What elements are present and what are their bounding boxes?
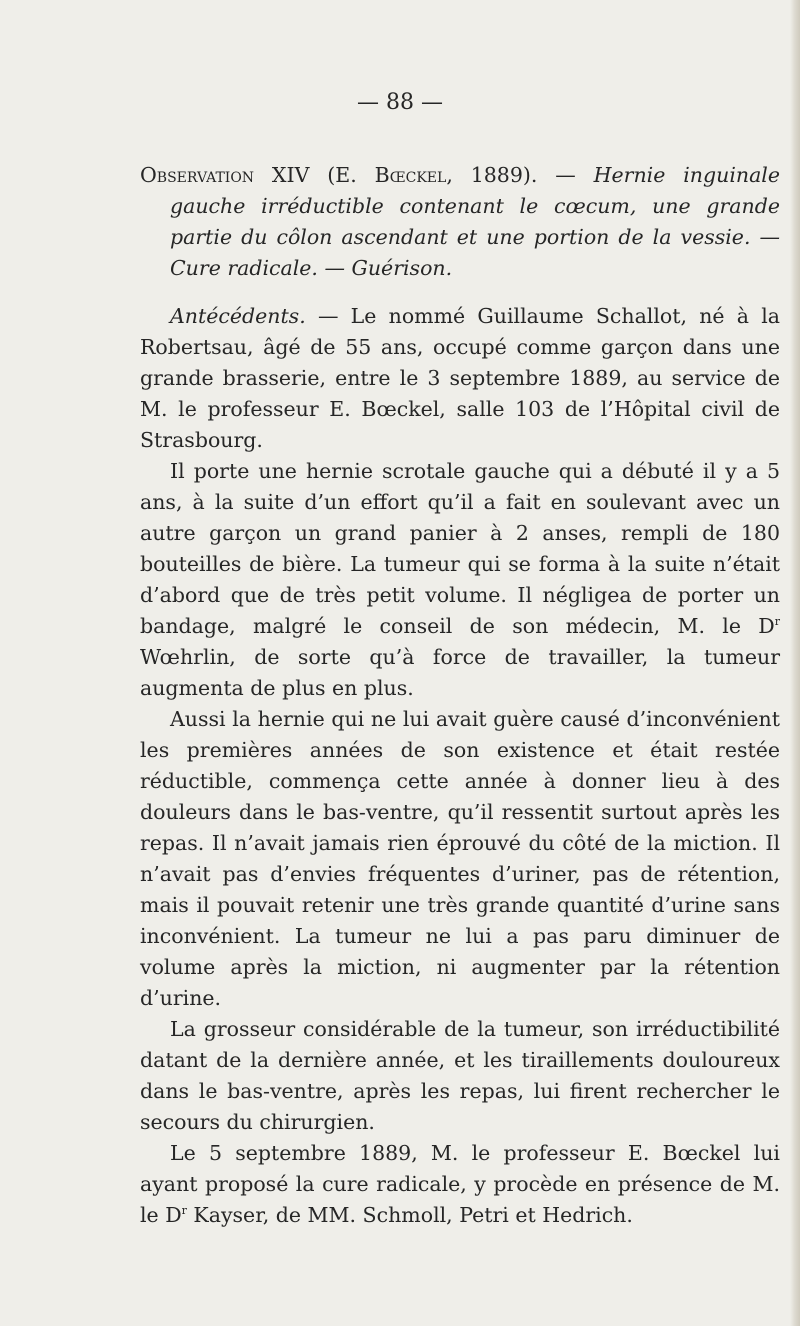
- observation-heading: [140, 160, 780, 284]
- paragraph-symptoms: Aussi la hernie qui ne lui avait guère causé d’inconvénient les premières années de son existence et était restée réductible, commença cette année à donner lieu à des douleurs dans le bas-ventre, qu’il ressentit surtout après les repas. Il n’avait jamais rien éprouvé du côté de la miction. Il n’avait pas d’envies fréquentes d’uriner, pas de rétention, mais il pouvait retenir une très grande quantité d’urine sans inconvénient. La tumeur ne lui a pas paru diminuer de volume après la miction, ni augmenter par la rétention d’urine.: [140, 707, 780, 1010]
- paragraph-tumor-size: La grosseur considérable de la tumeur, son irréductibilité datant de la dernière année, et les tiraillements douloureux dans le bas-ventre, après les repas, lui firent rechercher le secours du chirurgien.: [140, 1017, 780, 1134]
- page-edge-shadow: [790, 0, 800, 1326]
- superscript: r: [181, 1204, 187, 1218]
- paragraph-antecedents: [140, 301, 780, 456]
- text-block: [140, 160, 780, 1231]
- paragraph-text: Il porte une hernie scrotale gauche qui a débuté il y a 5 ans, à la suite d’un effort qu’il a fait en soulevant avec un autre garçon un grand panier à 2 anses, rempli de 180 bouteilles de bière. La tumeur qui se forma à la suite n’était d’abord que de très petit volume. Il négligea de porter un bandage, malgré le conseil de son médecin, M. le D: [140, 459, 780, 638]
- paragraph-text: Wœhrlin, de sorte qu’à force de travailler, la tumeur augmenta de plus en plus.: [140, 645, 780, 700]
- paragraph-text: Le 5 septembre 1889, M. le professeur E. Bœckel lui ayant proposé la cure radicale, y procède en présence de M. le D: [140, 1141, 780, 1227]
- paragraph-text: Kayser, de MM. Schmoll, Petri et Hedrich.: [186, 1203, 633, 1227]
- observation-label: Observation XIV: [140, 163, 310, 187]
- superscript: r: [774, 615, 780, 629]
- observation-title: Hernie inguinale gauche irréductible contenant le cœcum, une grande partie du côlon ascendant et une portion de la vessie. — Cure radicale. — Guérison.: [170, 163, 780, 280]
- paragraph-operation: [140, 1138, 780, 1231]
- page-number: — 88 —: [357, 90, 443, 115]
- antecedents-text: — Le nommé Guillaume Schallot, né à la Robertsau, âgé de 55 ans, occupé comme garçon dans une grande brasserie, entre le 3 septembre 1889, au service de M. le professeur E. Bœckel, salle 103 de l’Hôpital civil de Strasbourg.: [140, 304, 780, 452]
- paragraph-hernia-history: [140, 456, 780, 704]
- antecedents-label: Antécédents.: [170, 304, 306, 328]
- observation-author: (E. Bœckel, 1889). —: [327, 163, 594, 187]
